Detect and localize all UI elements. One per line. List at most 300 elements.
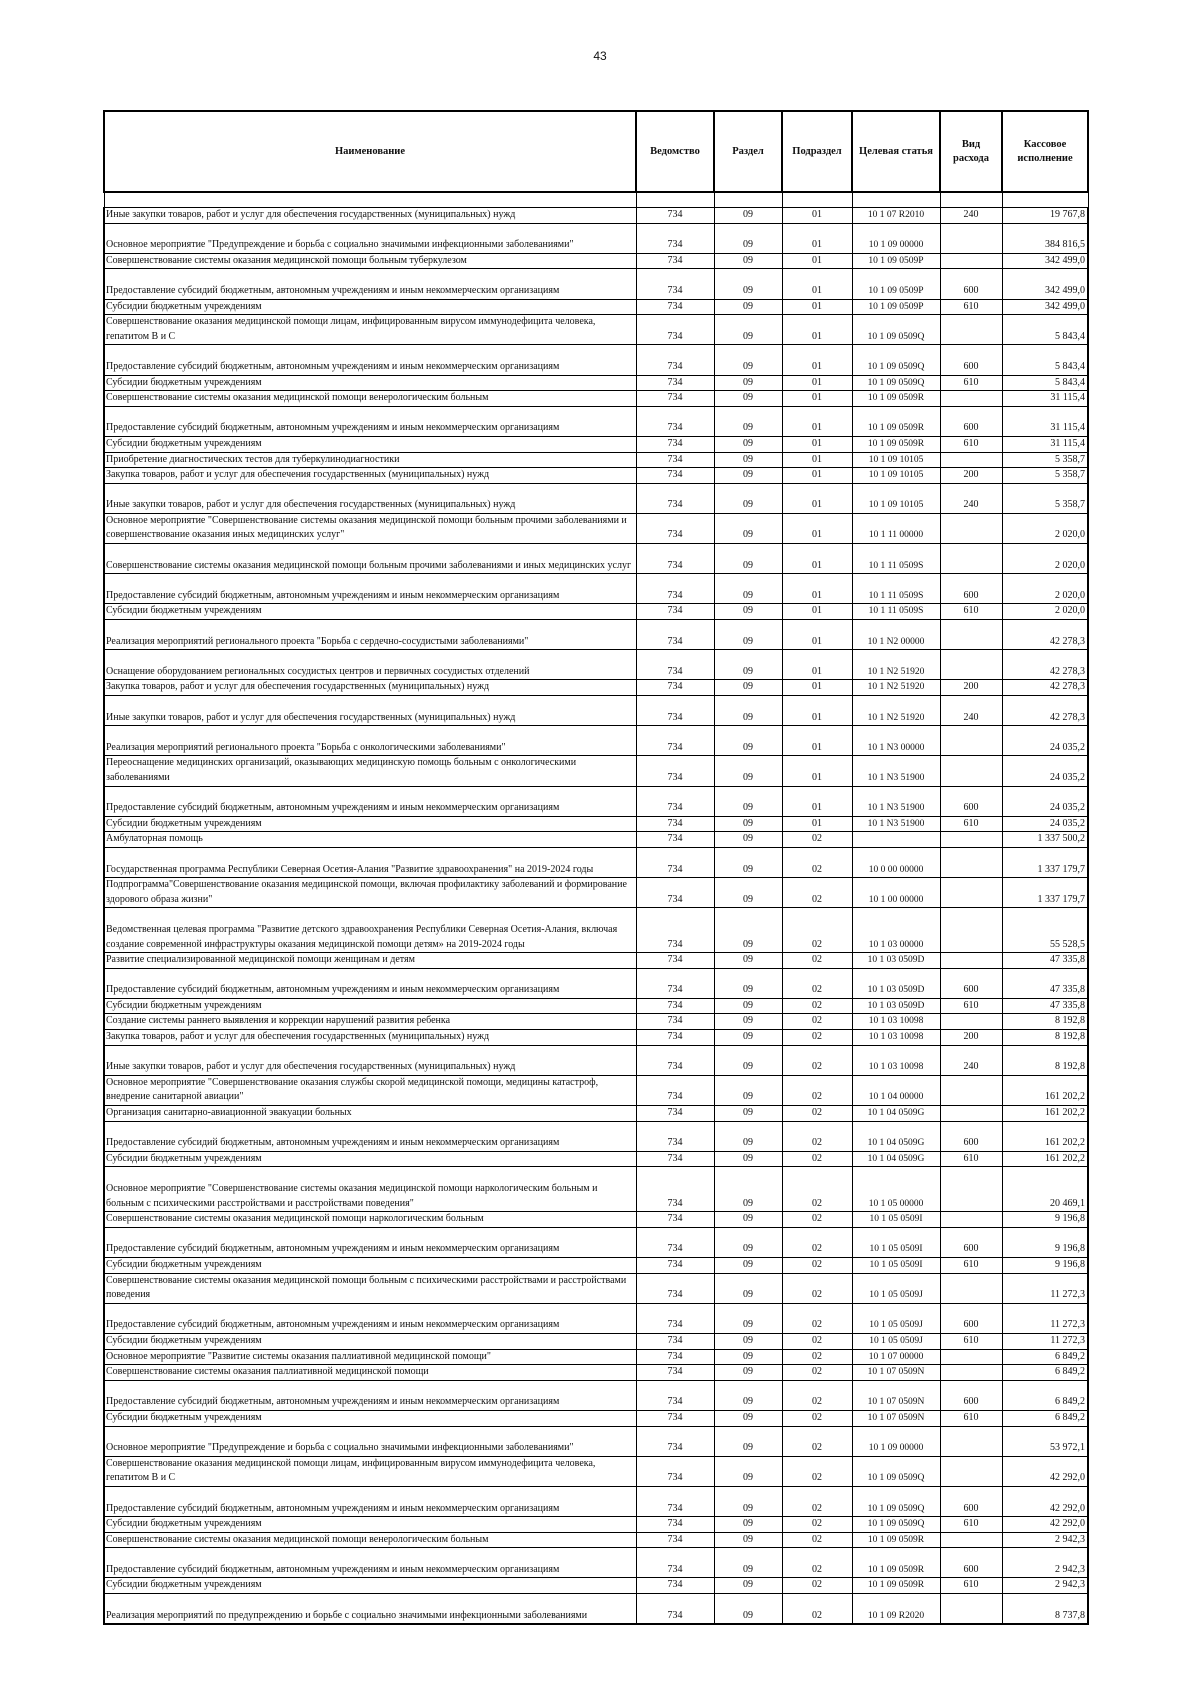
table-row [104, 406, 1088, 436]
row-target-item: 10 1 09 0509Q [852, 1456, 940, 1486]
row-cash-execution: 161 202,2 [1002, 1075, 1088, 1105]
row-podrazdel: 01 [782, 544, 852, 574]
page-number: 43 [593, 49, 607, 63]
row-razdel: 09 [714, 726, 782, 756]
row-target-item: 10 1 03 10098 [852, 1014, 940, 1030]
row-cash-execution: 161 202,2 [1002, 1106, 1088, 1122]
row-vedomstvo: 734 [636, 1167, 714, 1212]
row-podrazdel: 01 [782, 345, 852, 375]
row-cash-execution: 31 115,4 [1002, 406, 1088, 436]
row-vedomstvo: 734 [636, 1014, 714, 1030]
row-vedomstvo: 734 [636, 269, 714, 299]
row-podrazdel: 02 [782, 1014, 852, 1030]
row-expense-type [940, 878, 1002, 908]
table-row [104, 680, 1088, 696]
row-razdel: 09 [714, 1045, 782, 1075]
row-target-item: 10 1 07 R2010 [852, 208, 940, 224]
row-vedomstvo: 734 [636, 620, 714, 650]
row-razdel: 09 [714, 650, 782, 680]
row-cash-execution: 31 115,4 [1002, 391, 1088, 407]
row-target-item: 10 1 04 0509G [852, 1151, 940, 1167]
row-expense-type [940, 223, 1002, 253]
row-razdel: 09 [714, 968, 782, 998]
table-row [104, 968, 1088, 998]
table-row [104, 513, 1088, 543]
row-vedomstvo: 734 [636, 968, 714, 998]
row-razdel: 09 [714, 574, 782, 604]
row-podrazdel: 02 [782, 1456, 852, 1486]
row-target-item: 10 1 09 0509P [852, 253, 940, 269]
row-vedomstvo: 734 [636, 1365, 714, 1381]
row-target-item: 10 1 09 0509R [852, 406, 940, 436]
row-vedomstvo: 734 [636, 391, 714, 407]
table-row [104, 726, 1088, 756]
row-expense-type [940, 908, 1002, 953]
row-cash-execution: 55 528,5 [1002, 908, 1088, 953]
table-row [104, 1380, 1088, 1410]
table-row [104, 1014, 1088, 1030]
row-podrazdel: 02 [782, 847, 852, 877]
row-podrazdel: 02 [782, 1045, 852, 1075]
row-cash-execution: 8 192,8 [1002, 1014, 1088, 1030]
row-expense-type: 200 [940, 1030, 1002, 1046]
row-name: Основное мероприятие "Совершенствование оказания службы скорой медицинской помощи, медицины катастроф, внедрение санитарной авиации" [104, 1075, 636, 1105]
row-vedomstvo: 734 [636, 1212, 714, 1228]
row-cash-execution: 42 292,0 [1002, 1456, 1088, 1486]
row-target-item: 10 1 05 0509I [852, 1212, 940, 1228]
row-expense-type [940, 315, 1002, 345]
row-razdel: 09 [714, 1380, 782, 1410]
row-name: Субсидии бюджетным учреждениям [104, 604, 636, 620]
table-row [104, 1578, 1088, 1594]
row-podrazdel: 01 [782, 452, 852, 468]
row-cash-execution: 8 737,8 [1002, 1594, 1088, 1625]
row-target-item: 10 1 09 0509Q [852, 1517, 940, 1533]
row-target-item: 10 1 09 0509R [852, 1532, 940, 1548]
table-row [104, 223, 1088, 253]
row-expense-type [940, 1014, 1002, 1030]
row-target-item: 10 1 09 0509Q [852, 1486, 940, 1516]
row-name: Предоставление субсидий бюджетным, автономным учреждениям и иным некоммерческим организациям [104, 1486, 636, 1516]
table-header-row [104, 111, 1088, 192]
budget-execution-table [103, 110, 1089, 1625]
row-name: Совершенствование системы оказания медицинской помощи наркологическим больным [104, 1212, 636, 1228]
row-expense-type: 600 [940, 1303, 1002, 1333]
row-vedomstvo: 734 [636, 816, 714, 832]
row-name: Субсидии бюджетным учреждениям [104, 816, 636, 832]
row-expense-type: 610 [940, 816, 1002, 832]
row-name: Предоставление субсидий бюджетным, автономным учреждениям и иным некоммерческим организациям [104, 269, 636, 299]
row-expense-type [940, 847, 1002, 877]
table-row [104, 1258, 1088, 1274]
row-name: Предоставление субсидий бюджетным, автономным учреждениям и иным некоммерческим организациям [104, 1380, 636, 1410]
table-row [104, 878, 1088, 908]
row-vedomstvo: 734 [636, 483, 714, 513]
row-podrazdel: 01 [782, 483, 852, 513]
row-expense-type [940, 1106, 1002, 1122]
row-vedomstvo: 734 [636, 1258, 714, 1274]
row-expense-type: 610 [940, 1517, 1002, 1533]
row-expense-type: 610 [940, 299, 1002, 315]
row-vedomstvo: 734 [636, 1106, 714, 1122]
row-razdel: 09 [714, 1014, 782, 1030]
row-name: Совершенствование системы оказания медицинской помощи венерологическим больным [104, 391, 636, 407]
row-vedomstvo: 734 [636, 315, 714, 345]
row-podrazdel: 02 [782, 1426, 852, 1456]
row-cash-execution: 342 499,0 [1002, 253, 1088, 269]
row-expense-type: 610 [940, 1578, 1002, 1594]
row-vedomstvo: 734 [636, 375, 714, 391]
row-podrazdel: 02 [782, 1106, 852, 1122]
row-razdel: 09 [714, 253, 782, 269]
row-name: Закупка товаров, работ и услуг для обеспечения государственных (муниципальных) нужд [104, 680, 636, 696]
table-row [104, 1121, 1088, 1151]
row-podrazdel: 01 [782, 468, 852, 484]
row-name: Субсидии бюджетным учреждениям [104, 375, 636, 391]
row-podrazdel: 02 [782, 1212, 852, 1228]
table-row [104, 604, 1088, 620]
row-target-item: 10 1 N3 51900 [852, 786, 940, 816]
row-podrazdel: 01 [782, 650, 852, 680]
row-podrazdel: 01 [782, 620, 852, 650]
table-row [104, 847, 1088, 877]
row-cash-execution: 2 020,0 [1002, 604, 1088, 620]
row-name: Предоставление субсидий бюджетным, автономным учреждениям и иным некоммерческим организациям [104, 1548, 636, 1578]
table-row [104, 1273, 1088, 1303]
row-cash-execution: 5 358,7 [1002, 483, 1088, 513]
row-target-item: 10 1 03 10098 [852, 1030, 940, 1046]
row-razdel: 09 [714, 208, 782, 224]
row-razdel: 09 [714, 696, 782, 726]
row-expense-type [940, 620, 1002, 650]
row-razdel: 09 [714, 1532, 782, 1548]
table-row [104, 786, 1088, 816]
row-vedomstvo: 734 [636, 1517, 714, 1533]
row-razdel: 09 [714, 1456, 782, 1486]
row-vedomstvo: 734 [636, 1380, 714, 1410]
row-razdel: 09 [714, 1333, 782, 1349]
row-name: Субсидии бюджетным учреждениям [104, 1517, 636, 1533]
row-vedomstvo: 734 [636, 1303, 714, 1333]
row-podrazdel: 02 [782, 1578, 852, 1594]
row-name: Закупка товаров, работ и услуг для обеспечения государственных (муниципальных) нужд [104, 468, 636, 484]
row-expense-type [940, 1273, 1002, 1303]
row-vedomstvo: 734 [636, 1426, 714, 1456]
row-vedomstvo: 734 [636, 208, 714, 224]
row-expense-type: 610 [940, 1151, 1002, 1167]
row-expense-type [940, 513, 1002, 543]
row-target-item: 10 1 03 00000 [852, 908, 940, 953]
row-podrazdel: 02 [782, 1380, 852, 1410]
row-vedomstvo: 734 [636, 953, 714, 969]
row-cash-execution: 11 272,3 [1002, 1333, 1088, 1349]
row-cash-execution: 11 272,3 [1002, 1303, 1088, 1333]
table-row [104, 574, 1088, 604]
row-target-item: 10 1 03 10098 [852, 1045, 940, 1075]
row-cash-execution: 2 020,0 [1002, 513, 1088, 543]
row-vedomstvo: 734 [636, 1594, 714, 1625]
row-cash-execution: 42 278,3 [1002, 680, 1088, 696]
row-target-item: 10 1 09 10105 [852, 452, 940, 468]
row-podrazdel: 02 [782, 1594, 852, 1625]
row-cash-execution: 6 849,2 [1002, 1410, 1088, 1426]
row-razdel: 09 [714, 1106, 782, 1122]
row-expense-type: 610 [940, 1410, 1002, 1426]
row-razdel: 09 [714, 513, 782, 543]
row-cash-execution: 6 849,2 [1002, 1380, 1088, 1410]
row-cash-execution: 9 196,8 [1002, 1227, 1088, 1257]
row-target-item: 10 1 09 0509R [852, 391, 940, 407]
row-target-item: 10 0 00 00000 [852, 847, 940, 877]
row-podrazdel: 01 [782, 269, 852, 299]
row-name: Предоставление субсидий бюджетным, автономным учреждениям и иным некоммерческим организациям [104, 1303, 636, 1333]
table-row [104, 998, 1088, 1014]
row-razdel: 09 [714, 1410, 782, 1426]
row-expense-type [940, 832, 1002, 848]
row-vedomstvo: 734 [636, 406, 714, 436]
table-row [104, 1532, 1088, 1548]
row-cash-execution: 2 020,0 [1002, 574, 1088, 604]
row-podrazdel: 02 [782, 1333, 852, 1349]
row-target-item: 10 1 N3 51900 [852, 756, 940, 786]
row-vedomstvo: 734 [636, 1578, 714, 1594]
row-podrazdel: 01 [782, 574, 852, 604]
row-expense-type [940, 253, 1002, 269]
table-row [104, 1227, 1088, 1257]
table-row [104, 452, 1088, 468]
row-razdel: 09 [714, 1151, 782, 1167]
header-razdel: Раздел [714, 111, 782, 192]
row-expense-type: 600 [940, 1380, 1002, 1410]
row-name: Иные закупки товаров, работ и услуг для обеспечения государственных (муниципальных) нужд [104, 696, 636, 726]
row-podrazdel: 01 [782, 375, 852, 391]
row-name: Предоставление субсидий бюджетным, автономным учреждениям и иным некоммерческим организациям [104, 1121, 636, 1151]
header-cash-execution: Кассовое исполнение [1002, 111, 1088, 192]
row-name: Субсидии бюджетным учреждениям [104, 998, 636, 1014]
row-name: Иные закупки товаров, работ и услуг для обеспечения государственных (муниципальных) нужд [104, 208, 636, 224]
row-expense-type [940, 452, 1002, 468]
row-cash-execution: 42 278,3 [1002, 650, 1088, 680]
row-vedomstvo: 734 [636, 650, 714, 680]
row-razdel: 09 [714, 1426, 782, 1456]
row-name: Предоставление субсидий бюджетным, автономным учреждениям и иным некоммерческим организациям [104, 345, 636, 375]
row-vedomstvo: 734 [636, 1151, 714, 1167]
row-vedomstvo: 734 [636, 253, 714, 269]
row-target-item: 10 1 04 00000 [852, 1075, 940, 1105]
table-row [104, 816, 1088, 832]
row-name: Закупка товаров, работ и услуг для обеспечения государственных (муниципальных) нужд [104, 1030, 636, 1046]
table-row [104, 1030, 1088, 1046]
row-expense-type [940, 1594, 1002, 1625]
row-expense-type: 600 [940, 1121, 1002, 1151]
row-vedomstvo: 734 [636, 1333, 714, 1349]
row-razdel: 09 [714, 1121, 782, 1151]
row-target-item: 10 1 05 0509J [852, 1273, 940, 1303]
row-razdel: 09 [714, 1303, 782, 1333]
row-target-item: 10 1 09 0509R [852, 436, 940, 452]
row-podrazdel: 01 [782, 786, 852, 816]
row-podrazdel: 02 [782, 1227, 852, 1257]
row-name: Реализация мероприятий регионального проекта "Борьба с сердечно-сосудистыми заболеваниями" [104, 620, 636, 650]
row-target-item: 10 1 09 0509Q [852, 375, 940, 391]
row-vedomstvo: 734 [636, 1349, 714, 1365]
row-razdel: 09 [714, 680, 782, 696]
row-podrazdel: 02 [782, 1365, 852, 1381]
row-expense-type: 600 [940, 345, 1002, 375]
row-cash-execution: 9 196,8 [1002, 1258, 1088, 1274]
row-cash-execution: 5 358,7 [1002, 452, 1088, 468]
row-expense-type: 600 [940, 1227, 1002, 1257]
row-target-item: 10 1 N2 00000 [852, 620, 940, 650]
header-expense-type: Вид расхода [940, 111, 1002, 192]
row-target-item: 10 1 09 0509Q [852, 315, 940, 345]
row-cash-execution: 161 202,2 [1002, 1151, 1088, 1167]
row-razdel: 09 [714, 375, 782, 391]
row-name: Подпрограмма"Совершенствование оказания медицинской помощи, включая профилактику заболеваний и формирование здорового образа жизни" [104, 878, 636, 908]
row-vedomstvo: 734 [636, 1075, 714, 1105]
row-razdel: 09 [714, 756, 782, 786]
row-target-item: 10 1 11 0509S [852, 604, 940, 620]
table-body [104, 192, 1088, 1624]
row-name: Организация санитарно-авиационной эвакуации больных [104, 1106, 636, 1122]
row-expense-type: 600 [940, 1486, 1002, 1516]
row-name: Совершенствование оказания медицинской помощи лицам, инфицированным вирусом иммунодефицита человека, гепатитом B и C [104, 1456, 636, 1486]
row-razdel: 09 [714, 908, 782, 953]
row-cash-execution: 342 499,0 [1002, 299, 1088, 315]
row-target-item: 10 1 05 00000 [852, 1167, 940, 1212]
row-name: Предоставление субсидий бюджетным, автономным учреждениям и иным некоммерческим организациям [104, 406, 636, 436]
row-podrazdel: 02 [782, 1030, 852, 1046]
row-vedomstvo: 734 [636, 468, 714, 484]
row-target-item: 10 1 05 0509I [852, 1227, 940, 1257]
row-podrazdel: 01 [782, 299, 852, 315]
header-podrazdel: Подраздел [782, 111, 852, 192]
row-cash-execution: 47 335,8 [1002, 968, 1088, 998]
row-razdel: 09 [714, 604, 782, 620]
row-podrazdel: 01 [782, 208, 852, 224]
row-vedomstvo: 734 [636, 1456, 714, 1486]
table-row [104, 468, 1088, 484]
row-razdel: 09 [714, 483, 782, 513]
table-row [104, 1517, 1088, 1533]
row-name: Совершенствование системы оказания медицинской помощи больным с психическими расстройствами и расстройствами поведения [104, 1273, 636, 1303]
table-row [104, 544, 1088, 574]
row-name: Основное мероприятие "Предупреждение и борьба с социально значимыми инфекционными заболеваниями" [104, 223, 636, 253]
table-row [104, 315, 1088, 345]
row-expense-type [940, 544, 1002, 574]
table-row [104, 1548, 1088, 1578]
table-row [104, 1212, 1088, 1228]
table-row [104, 908, 1088, 953]
row-name: Совершенствование системы оказания паллиативной медицинской помощи [104, 1365, 636, 1381]
row-name: Предоставление субсидий бюджетным, автономным учреждениям и иным некоммерческим организациям [104, 1227, 636, 1257]
row-cash-execution: 8 192,8 [1002, 1030, 1088, 1046]
row-podrazdel: 01 [782, 391, 852, 407]
row-expense-type: 600 [940, 406, 1002, 436]
table-row [104, 620, 1088, 650]
row-cash-execution: 8 192,8 [1002, 1045, 1088, 1075]
row-name: Развитие специализированной медицинской помощи женщинам и детям [104, 953, 636, 969]
row-razdel: 09 [714, 953, 782, 969]
row-expense-type [940, 756, 1002, 786]
table-row [104, 1303, 1088, 1333]
row-expense-type: 200 [940, 680, 1002, 696]
row-target-item: 10 1 04 0509G [852, 1121, 940, 1151]
row-podrazdel: 02 [782, 1273, 852, 1303]
row-expense-type [940, 1532, 1002, 1548]
row-target-item: 10 1 07 0509N [852, 1365, 940, 1381]
row-vedomstvo: 734 [636, 908, 714, 953]
row-vedomstvo: 734 [636, 696, 714, 726]
row-name: Переоснащение медицинских организаций, оказывающих медицинскую помощь больным с онкологическими заболеваниями [104, 756, 636, 786]
row-cash-execution: 2 942,3 [1002, 1578, 1088, 1594]
row-target-item: 10 1 N3 00000 [852, 726, 940, 756]
row-name: Предоставление субсидий бюджетным, автономным учреждениям и иным некоммерческим организациям [104, 968, 636, 998]
row-expense-type [940, 1456, 1002, 1486]
row-name: Основное мероприятие "Совершенствование системы оказания медицинской помощи наркологическим больным и больным с психическими расстройствами и расстройствами поведения" [104, 1167, 636, 1212]
row-cash-execution: 2 942,3 [1002, 1532, 1088, 1548]
row-cash-execution: 24 035,2 [1002, 756, 1088, 786]
row-expense-type [940, 1365, 1002, 1381]
row-name: Государственная программа Республики Северная Осетия-Алания "Развитие здравоохранения" на 2019-2024 годы [104, 847, 636, 877]
row-podrazdel: 02 [782, 832, 852, 848]
row-expense-type: 600 [940, 968, 1002, 998]
row-podrazdel: 01 [782, 726, 852, 756]
row-vedomstvo: 734 [636, 1030, 714, 1046]
row-razdel: 09 [714, 832, 782, 848]
row-podrazdel: 01 [782, 816, 852, 832]
row-name: Совершенствование системы оказания медицинской помощи больным туберкулезом [104, 253, 636, 269]
row-name: Основное мероприятие "Совершенствование системы оказания медицинской помощи больным прочими заболеваниями и совершенствование оказания иных медицинских услуг" [104, 513, 636, 543]
row-cash-execution: 5 843,4 [1002, 315, 1088, 345]
row-expense-type [940, 1167, 1002, 1212]
row-expense-type: 240 [940, 483, 1002, 513]
row-vedomstvo: 734 [636, 604, 714, 620]
row-cash-execution: 20 469,1 [1002, 1167, 1088, 1212]
row-vedomstvo: 734 [636, 345, 714, 375]
table-row [104, 483, 1088, 513]
table-row [104, 953, 1088, 969]
row-expense-type: 610 [940, 998, 1002, 1014]
table-row [104, 650, 1088, 680]
row-vedomstvo: 734 [636, 1273, 714, 1303]
row-cash-execution: 24 035,2 [1002, 816, 1088, 832]
table-row [104, 1151, 1088, 1167]
row-name: Совершенствование системы оказания медицинской помощи больным прочими заболеваниями и иных медицинских услуг [104, 544, 636, 574]
row-podrazdel: 02 [782, 1258, 852, 1274]
row-cash-execution: 47 335,8 [1002, 998, 1088, 1014]
table-row [104, 269, 1088, 299]
row-razdel: 09 [714, 1349, 782, 1365]
row-name: Основное мероприятие "Развитие системы оказания паллиативной медицинской помощи" [104, 1349, 636, 1365]
table-row [104, 1075, 1088, 1105]
row-target-item: 10 1 11 0509S [852, 544, 940, 574]
row-expense-type: 240 [940, 696, 1002, 726]
row-cash-execution: 5 843,4 [1002, 345, 1088, 375]
row-razdel: 09 [714, 406, 782, 436]
row-target-item: 10 1 N2 51920 [852, 680, 940, 696]
row-razdel: 09 [714, 345, 782, 375]
row-target-item: 10 1 09 0509Q [852, 345, 940, 375]
row-podrazdel: 01 [782, 315, 852, 345]
row-name: Субсидии бюджетным учреждениям [104, 299, 636, 315]
row-cash-execution: 384 816,5 [1002, 223, 1088, 253]
row-razdel: 09 [714, 786, 782, 816]
row-vedomstvo: 734 [636, 726, 714, 756]
row-cash-execution: 1 337 179,7 [1002, 878, 1088, 908]
row-target-item: 10 1 09 R2020 [852, 1594, 940, 1625]
row-cash-execution: 42 278,3 [1002, 696, 1088, 726]
